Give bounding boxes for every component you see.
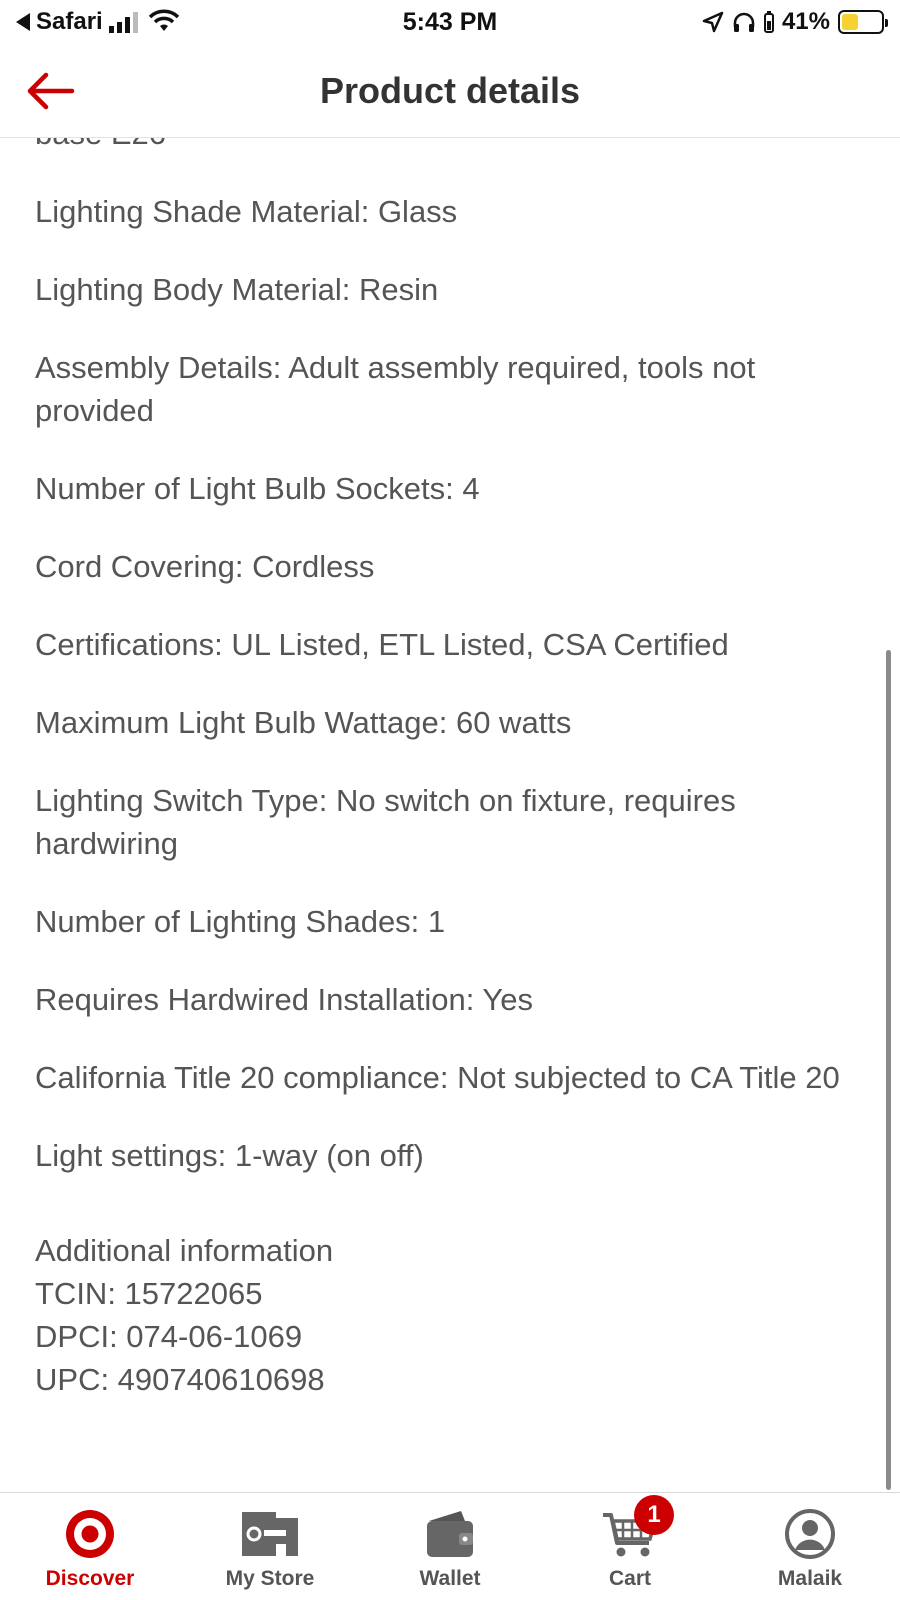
status-bar-right xyxy=(702,8,884,36)
tab-label: My Store xyxy=(225,1567,315,1590)
upc-value: UPC: 490740610698 xyxy=(35,1362,325,1397)
spec-item: Lighting Switch Type: No switch on fixture, requires hardwiring xyxy=(35,783,736,861)
spec-item: Maximum Light Bulb Wattage: 60 watts xyxy=(35,705,572,740)
battery-percent: 41% xyxy=(781,8,830,35)
page-header xyxy=(0,46,900,138)
cart-icon xyxy=(600,1501,661,1561)
battery-level xyxy=(842,14,858,30)
tab-cart[interactable] xyxy=(540,1493,720,1600)
tcin-value: TCIN: 15722065 xyxy=(35,1276,263,1311)
status-time: 5:43 PM xyxy=(402,8,498,36)
page-title: Product details xyxy=(319,70,581,111)
spec-item: Lighting Body Material: Resin xyxy=(35,272,439,307)
spec-item: Lighting Shade Material: Glass xyxy=(35,194,458,229)
tab-discover[interactable] xyxy=(0,1493,180,1600)
battery-icon xyxy=(838,10,884,34)
tab-label: Discover xyxy=(45,1567,135,1590)
spec-item: Certifications: UL Listed, ETL Listed, CSA Certified xyxy=(35,627,729,662)
scrollbar[interactable] xyxy=(886,650,891,1490)
tab-label: Wallet xyxy=(419,1567,481,1590)
carrier-label: Safari xyxy=(36,8,103,35)
wallet-icon xyxy=(420,1507,480,1561)
tab-account[interactable] xyxy=(720,1493,900,1600)
spec-item: California Title 20 compliance: Not subjected to CA Title 20 xyxy=(35,1060,840,1095)
additional-information xyxy=(35,1229,865,1401)
headphone-battery-icon xyxy=(764,11,774,33)
spec-item: Number of Light Bulb Sockets: 4 xyxy=(35,471,480,506)
bottom-tab-bar xyxy=(0,1492,900,1600)
bullseye-icon xyxy=(60,1507,120,1561)
tab-wallet[interactable] xyxy=(360,1493,540,1600)
account-icon xyxy=(780,1507,840,1561)
spec-item: Cord Covering: Cordless xyxy=(35,549,375,584)
product-details-content[interactable] xyxy=(0,138,900,1492)
spec-item: Light settings: 1-way (on off) xyxy=(35,1138,424,1173)
store-icon xyxy=(240,1507,300,1561)
tab-label: Malaik xyxy=(777,1567,843,1590)
spec-item: Requires Hardwired Installation: Yes xyxy=(35,982,533,1017)
spec-item: Assembly Details: Adult assembly required, tools not provided xyxy=(35,350,756,428)
additional-heading: Additional information xyxy=(35,1233,334,1268)
tab-my-store[interactable] xyxy=(180,1493,360,1600)
location-icon xyxy=(702,11,724,33)
status-bar xyxy=(0,0,900,46)
dpci-value: DPCI: 074-06-1069 xyxy=(35,1319,303,1354)
spec-list xyxy=(35,112,865,1401)
headphones-icon xyxy=(732,11,756,33)
cart-count-badge: 1 xyxy=(634,1495,674,1535)
spec-item: Number of Lighting Shades: 1 xyxy=(35,904,446,939)
tab-label: Cart xyxy=(608,1567,651,1590)
